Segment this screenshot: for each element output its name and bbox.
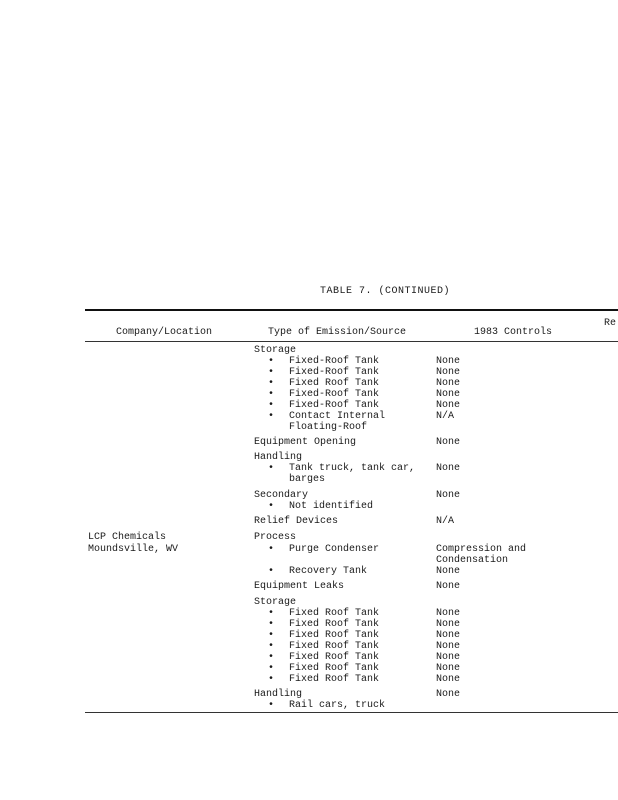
bullet-icon: •: [268, 501, 275, 512]
control-value: None: [436, 367, 461, 378]
control-value: None: [436, 378, 461, 389]
control-value: None: [436, 389, 461, 400]
control-value: None: [436, 689, 461, 700]
emission-source: Recovery Tank: [289, 566, 368, 577]
control-value: None: [436, 652, 461, 663]
bullet-icon: •: [268, 630, 275, 641]
emission-source: Equipment Leaks: [254, 581, 345, 592]
control-value: None: [436, 356, 461, 367]
control-value: None: [436, 641, 461, 652]
emission-source: Not identified: [289, 501, 374, 512]
emission-source: Process: [254, 532, 297, 543]
emission-source: Fixed-Roof Tank: [289, 356, 380, 367]
emission-source: Fixed Roof Tank: [289, 619, 380, 630]
bullet-icon: •: [268, 389, 275, 400]
header-company: Company/Location: [116, 327, 213, 338]
bottom-rule: [85, 712, 618, 713]
emission-source: Handling: [254, 689, 303, 700]
control-value: Condensation: [436, 555, 509, 566]
emission-source: Floating-Roof: [289, 422, 368, 433]
bullet-icon: •: [268, 411, 275, 422]
company-location: Moundsville, WV: [88, 544, 179, 555]
emission-source: Storage: [254, 597, 297, 608]
emission-source: Rail cars, truck: [289, 700, 386, 711]
emission-source: Handling: [254, 452, 303, 463]
top-double-rule: [85, 309, 618, 311]
bullet-icon: •: [268, 674, 275, 685]
bullet-icon: •: [268, 566, 275, 577]
control-value: None: [436, 400, 461, 411]
emission-source: Contact Internal: [289, 411, 386, 422]
emission-source: Fixed-Roof Tank: [289, 389, 380, 400]
emission-source: Fixed Roof Tank: [289, 652, 380, 663]
bullet-icon: •: [268, 641, 275, 652]
bullet-icon: •: [268, 619, 275, 630]
emission-source: Relief Devices: [254, 516, 339, 527]
emission-source: Secondary: [254, 490, 309, 501]
header-controls: 1983 Controls: [474, 327, 553, 338]
emission-source: Fixed Roof Tank: [289, 630, 380, 641]
emission-source: Fixed Roof Tank: [289, 663, 380, 674]
bullet-icon: •: [268, 400, 275, 411]
bullet-icon: •: [268, 367, 275, 378]
control-value: N/A: [436, 411, 455, 422]
bullet-icon: •: [268, 608, 275, 619]
control-value: None: [436, 674, 461, 685]
header-type: Type of Emission/Source: [268, 327, 407, 338]
control-value: None: [436, 463, 461, 474]
control-value: None: [436, 630, 461, 641]
bullet-icon: •: [268, 663, 275, 674]
header-cut-off: Re: [604, 318, 617, 329]
bullet-icon: •: [268, 652, 275, 663]
bullet-icon: •: [268, 700, 275, 711]
emission-source: Storage: [254, 345, 297, 356]
bullet-icon: •: [268, 378, 275, 389]
company-location: LCP Chemicals: [88, 532, 167, 543]
bullet-icon: •: [268, 463, 275, 474]
emission-source: Tank truck, tank car,: [289, 463, 416, 474]
control-value: None: [436, 581, 461, 592]
header-rule: [85, 341, 618, 342]
control-value: None: [436, 608, 461, 619]
emission-source: Fixed Roof Tank: [289, 674, 380, 685]
emission-source: barges: [289, 474, 326, 485]
control-value: None: [436, 437, 461, 448]
bullet-icon: •: [268, 544, 275, 555]
emission-source: Fixed Roof Tank: [289, 641, 380, 652]
emission-source: Purge Condenser: [289, 544, 380, 555]
emission-source: Fixed-Roof Tank: [289, 400, 380, 411]
control-value: Compression and: [436, 544, 527, 555]
emission-source: Fixed-Roof Tank: [289, 367, 380, 378]
emission-source: Equipment Opening: [254, 437, 357, 448]
control-value: None: [436, 619, 461, 630]
control-value: None: [436, 566, 461, 577]
table-title: TABLE 7. (CONTINUED): [320, 286, 451, 297]
emission-source: Fixed Roof Tank: [289, 608, 380, 619]
control-value: None: [436, 663, 461, 674]
control-value: None: [436, 490, 461, 501]
emission-source: Fixed Roof Tank: [289, 378, 380, 389]
bullet-icon: •: [268, 356, 275, 367]
control-value: N/A: [436, 516, 455, 527]
